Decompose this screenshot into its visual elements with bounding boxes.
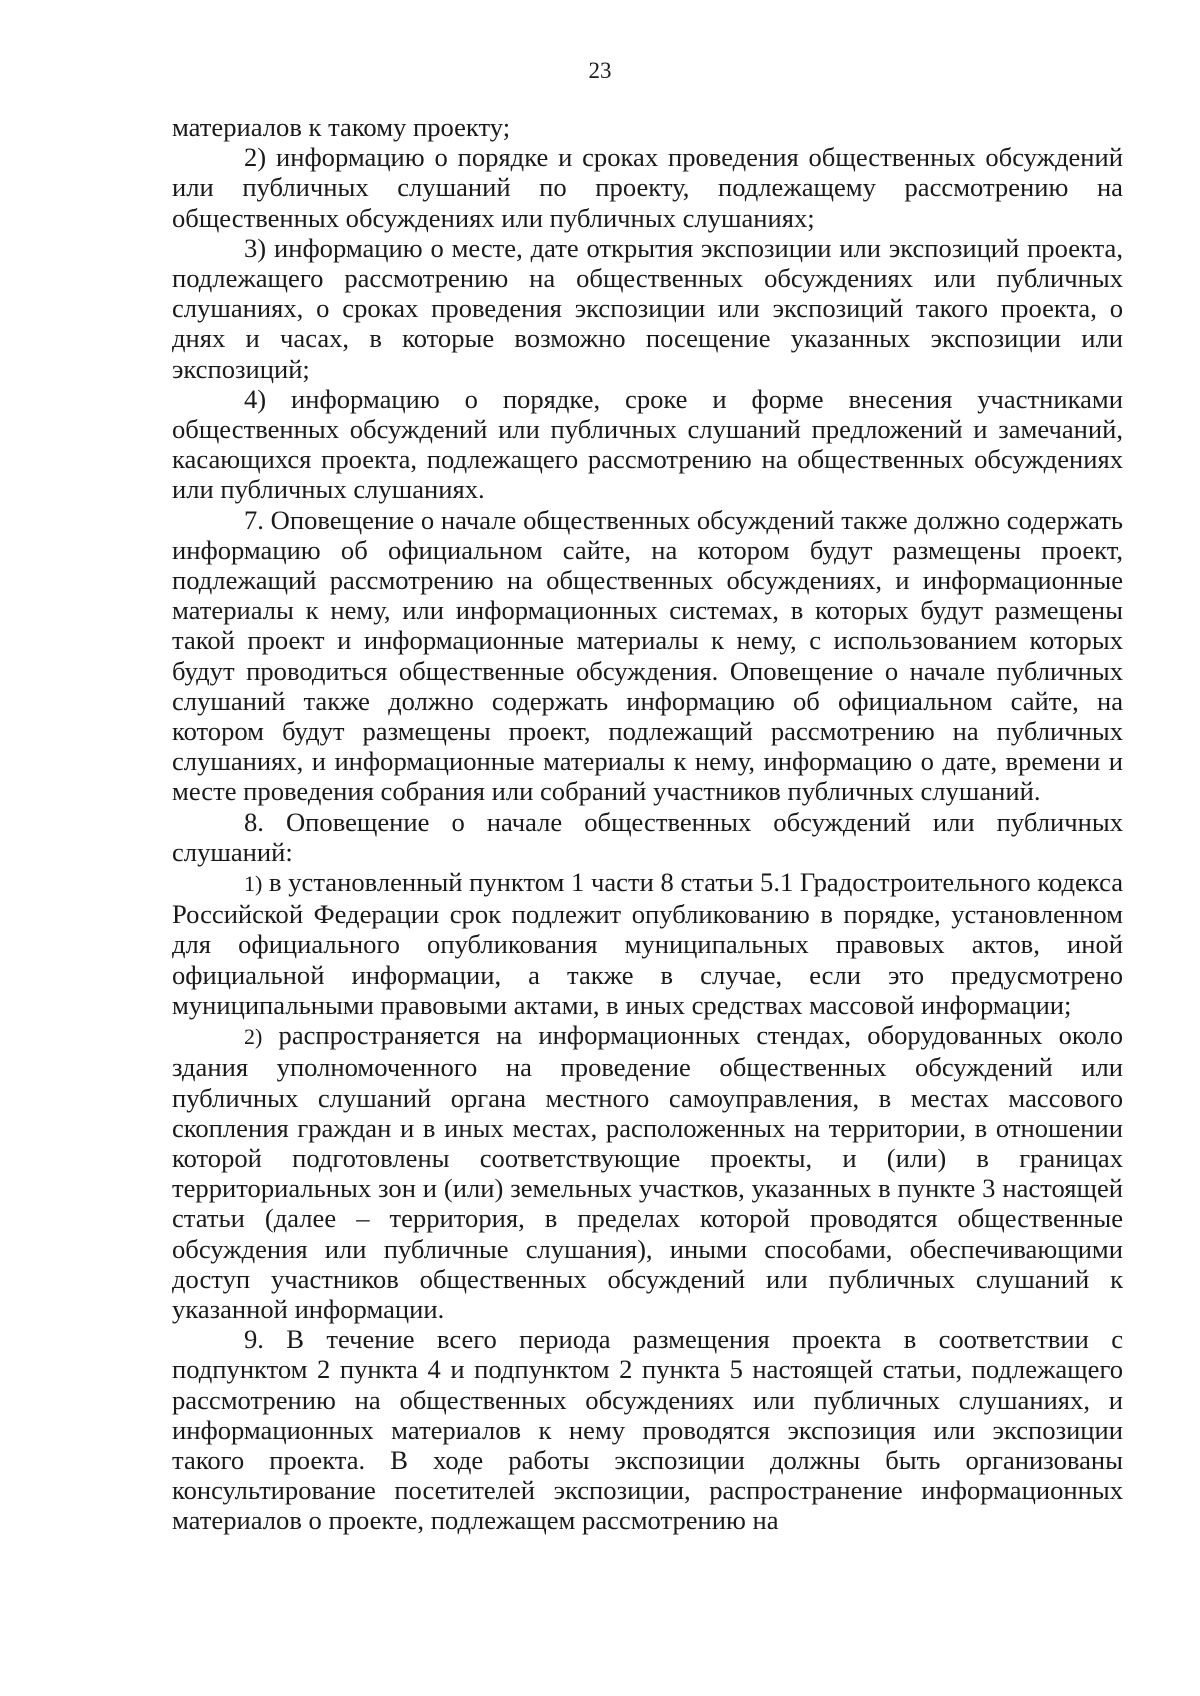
page-number: 23 <box>588 58 612 83</box>
paragraph-text: В течение всего периода размещения проекта в соответствии с подпунктом 2 пункта 4 и подпунктом 2 пункта 5 настоящей статьи, подлежащего рассмотрению на общественных обсуждениях или публичных слушаниях, и информационных материалов к нему проводятся экспозиция или экспозиции такого проекта. В ходе работы экспозиции должны быть организованы консультирование посетителей экспозиции, распространение информационных материалов о проекте, подлежащем рассмотрению на <box>172 1324 1123 1536</box>
section-7 <box>172 505 1123 807</box>
subitem-1 <box>172 867 1123 1020</box>
list-item-2 <box>172 142 1123 233</box>
list-item-4 <box>172 384 1123 505</box>
document-body <box>172 112 1123 1536</box>
paragraph-continuation <box>172 112 1123 142</box>
paragraph-text: информацию о порядке и сроках проведения общественных обсуждений или публичных слушаний по проекту, подлежащему рассмотрению на общественных обсуждениях или публичных слушаниях; <box>172 142 1123 233</box>
item-number: 4) <box>244 383 267 414</box>
paragraph-text: Оповещение о начале общественных обсуждений также должно содержать информацию об официальном сайте, на котором будут размещены проект, подлежащий рассмотрению на общественных обсуждениях, и информационные материалы к нему, или информационных системах, в которых будут размещены такой проект и информационные материалы к нему, с использованием которых будут проводиться общественные обсуждения. Оповещение о начале публичных слушаний также должно содержать информацию об официальном сайте, на котором будут размещены проект, подлежащий рассмотрению на публичных слушаниях, и информационные материалы к нему, информацию о дате, времени и месте проведения собрания или собраний участников публичных слушаний. <box>172 504 1123 807</box>
subitem-2 <box>172 1020 1123 1324</box>
paragraph-text: в установленный пунктом 1 части 8 статьи 5.1 Градостроительного кодекса Российской Федерации срок подлежит опубликованию в порядке, установленном для официального опубликования муниципальных правовых актов, иной официальной информации, а также в случае, если это предусмотрено муниципальными правовыми актами, в иных средствах массовой информации; <box>172 867 1123 1020</box>
list-item-3 <box>172 233 1123 384</box>
paragraph-text: информацию о порядке, сроке и форме внесения участниками общественных обсуждений или публичных слушаний предложений и замечаний, касающихся проекта, подлежащего рассмотрению на общественных обсуждениях или публичных слушаниях. <box>172 383 1123 505</box>
item-number: 3) <box>244 232 267 263</box>
section-8 <box>172 807 1123 867</box>
section-number: 7. <box>244 504 264 535</box>
section-number: 9. <box>244 1324 264 1355</box>
item-number: 1) <box>244 871 263 897</box>
paragraph-text: распространяется на информационных стендах, оборудованных около здания уполномоченного на проведение общественных обсуждений или публичных слушаний органа местного самоуправления, в местах массового скопления граждан и в иных местах, расположенных на территории, в отношении которой подготовлены соответствующие проекты, и (или) в границах территориальных зон и (или) земельных участков, указанных в пункте 3 настоящей статьи (далее – территория, в пределах которой проводятся общественные обсуждения или публичные слушания), иными способами, обеспечивающими доступ участников общественных обсуждений или публичных слушаний к указанной информации. <box>172 1020 1123 1324</box>
paragraph-text: информацию о месте, дате открытия экспозиции или экспозиций проекта, подлежащего рассмотрению на общественных обсуждениях или публичных слушаниях, о сроках проведения экспозиции или экспозиций такого проекта, о днях и часах, в которые возможно посещение указанных экспозиции или экспозиций; <box>172 232 1123 384</box>
paragraph-text: материалов к такому проекту; <box>172 112 511 142</box>
item-number: 2) <box>244 142 267 173</box>
section-9 <box>172 1324 1123 1535</box>
paragraph-text: Оповещение о начале общественных обсуждений или публичных слушаний: <box>172 806 1123 867</box>
section-number: 8. <box>244 806 264 837</box>
item-number: 2) <box>244 1024 263 1050</box>
